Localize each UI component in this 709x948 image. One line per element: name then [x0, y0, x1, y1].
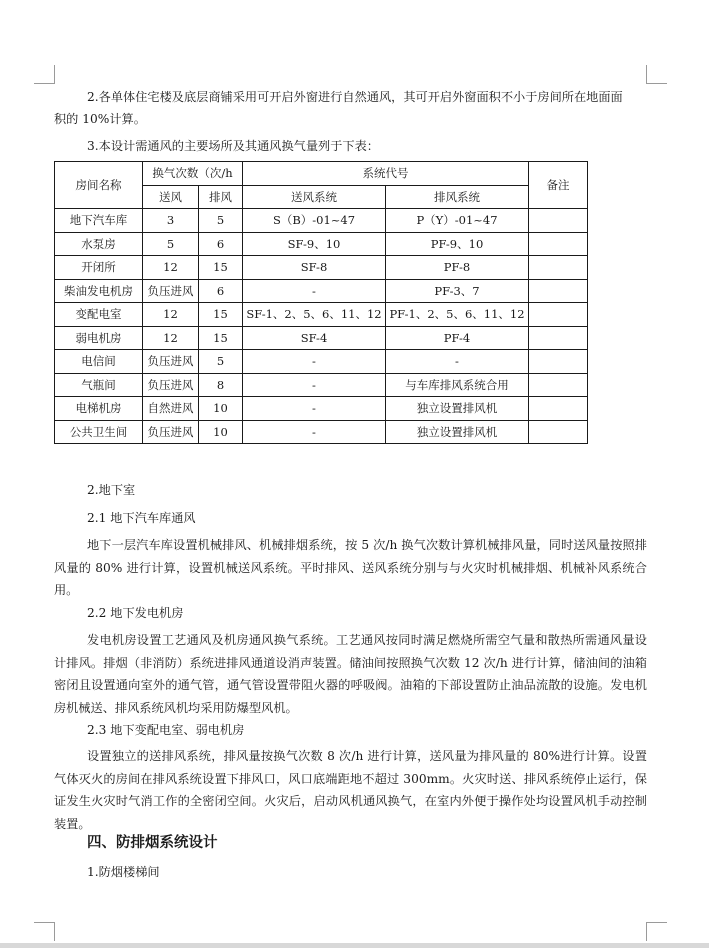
supply-system-cell: S（B）-01~47 [243, 209, 386, 233]
section-basement-title: 2.地下室 [87, 483, 136, 497]
table-body [55, 209, 588, 444]
exhaust-system-cell: 独立设置排风机 [386, 420, 529, 444]
supply-cell: 自然进风 [143, 397, 199, 421]
header-air-changes: 换气次数（次/h [143, 162, 243, 186]
table-header-row [55, 162, 588, 186]
exhaust-cell: 15 [199, 326, 243, 350]
page-bottom-edge [0, 943, 709, 948]
header-supply: 送风 [143, 185, 199, 209]
room-name-cell: 电信间 [55, 350, 143, 374]
exhaust-system-cell: PF-3、7 [386, 279, 529, 303]
header-system-code: 系统代号 [243, 162, 529, 186]
supply-cell: 12 [143, 326, 199, 350]
exhaust-cell: 5 [199, 350, 243, 374]
exhaust-system-cell: PF-4 [386, 326, 529, 350]
room-name-cell: 电梯机房 [55, 397, 143, 421]
remark-cell [529, 373, 588, 397]
page-corner-mark-bottom-left [34, 922, 55, 941]
supply-system-cell: - [243, 420, 386, 444]
supply-cell: 12 [143, 303, 199, 327]
exhaust-cell: 6 [199, 232, 243, 256]
exhaust-cell: 10 [199, 397, 243, 421]
table-row [55, 303, 588, 327]
section-generator-title: 2.2 地下发电机房 [87, 606, 184, 620]
section-smoke-staircase-title: 1.防烟楼梯间 [87, 865, 160, 879]
supply-cell: 负压进风 [143, 420, 199, 444]
supply-cell: 负压进风 [143, 373, 199, 397]
header-exhaust-system: 排风系统 [386, 185, 529, 209]
remark-cell [529, 232, 588, 256]
supply-cell: 5 [143, 232, 199, 256]
supply-cell: 负压进风 [143, 350, 199, 374]
ventilation-table [54, 161, 588, 444]
remark-cell [529, 209, 588, 233]
section-substation-body: 设置独立的送排风系统，排风量按换气次数 8 次/h 进行计算，送风量为排风量的 80%进行计算。设置气体灭火的房间在排风系统设置下排风口，风口底端距地不超过 300mm。火灾时送、排风系统停止运行，保证发生火灾时气消工作的全密闭空间。火灾后，启动风机通风换气，在室内外便于操作处均设置风机手动控制装置。 [54, 749, 647, 831]
exhaust-cell: 6 [199, 279, 243, 303]
table-row [55, 326, 588, 350]
table-row [55, 232, 588, 256]
exhaust-cell: 10 [199, 420, 243, 444]
paragraph-natural-ventilation-line2: 积的 10%计算。 [54, 112, 146, 126]
exhaust-system-cell: PF-8 [386, 256, 529, 280]
exhaust-system-cell: PF-1、2、5、6、11、12 [386, 303, 529, 327]
header-supply-system: 送风系统 [243, 185, 386, 209]
room-name-cell: 柴油发电机房 [55, 279, 143, 303]
supply-system-cell: SF-4 [243, 326, 386, 350]
section-substation-title: 2.3 地下变配电室、弱电机房 [87, 723, 245, 737]
remark-cell [529, 326, 588, 350]
remark-cell [529, 350, 588, 374]
supply-system-cell: - [243, 279, 386, 303]
exhaust-system-cell: PF-9、10 [386, 232, 529, 256]
header-room-name: 房间名称 [55, 162, 143, 209]
remark-cell [529, 279, 588, 303]
room-name-cell: 弱电机房 [55, 326, 143, 350]
remark-cell [529, 397, 588, 421]
header-remark: 备注 [529, 162, 588, 209]
room-name-cell: 地下汽车库 [55, 209, 143, 233]
exhaust-system-cell: P（Y）-01~47 [386, 209, 529, 233]
remark-cell [529, 420, 588, 444]
table-row [55, 279, 588, 303]
supply-system-cell: SF-9、10 [243, 232, 386, 256]
exhaust-system-cell: 独立设置排风机 [386, 397, 529, 421]
room-name-cell: 气瓶间 [55, 373, 143, 397]
remark-cell [529, 303, 588, 327]
table-row [55, 209, 588, 233]
supply-cell: 12 [143, 256, 199, 280]
exhaust-cell: 15 [199, 303, 243, 327]
remark-cell [529, 256, 588, 280]
supply-system-cell: - [243, 373, 386, 397]
room-name-cell: 变配电室 [55, 303, 143, 327]
supply-system-cell: - [243, 397, 386, 421]
exhaust-cell: 8 [199, 373, 243, 397]
supply-cell: 3 [143, 209, 199, 233]
section-garage-title: 2.1 地下汽车库通风 [87, 511, 196, 525]
exhaust-system-cell: 与车库排风系统合用 [386, 373, 529, 397]
header-exhaust: 排风 [199, 185, 243, 209]
table-row [55, 373, 588, 397]
section-generator-body: 发电机房设置工艺通风及机房通风换气系统。工艺通风按同时满足燃烧所需空气量和散热所需通风量设计排风。排烟（非消防）系统进排风通道设消声装置。储油间按照换气次数 12 次/h 进行计算，储油间的油箱密闭且设置通向室外的通气管，通气管设置带阻火器的呼吸阀。油箱的下部设置防止油品流散的设施。发电机房机械送、排风系统风机均采用防爆型风机。 [54, 633, 647, 715]
section-smoke-control-heading: 四、防排烟系统设计 [87, 834, 218, 851]
room-name-cell: 公共卫生间 [55, 420, 143, 444]
paragraph-natural-ventilation-line1: 2.各单体住宅楼及底层商铺采用可开启外窗进行自然通风，其可开启外窗面积不小于房间所在地面面 [87, 90, 623, 104]
table-row [55, 420, 588, 444]
table-row [55, 397, 588, 421]
exhaust-cell: 15 [199, 256, 243, 280]
room-name-cell: 开闭所 [55, 256, 143, 280]
page-corner-mark-top-left [34, 65, 55, 84]
page-corner-mark-bottom-right [646, 922, 667, 941]
room-name-cell: 水泵房 [55, 232, 143, 256]
table-row [55, 256, 588, 280]
table-row [55, 350, 588, 374]
supply-cell: 负压进风 [143, 279, 199, 303]
exhaust-system-cell: - [386, 350, 529, 374]
supply-system-cell: SF-8 [243, 256, 386, 280]
page-corner-mark-top-right [646, 65, 667, 84]
supply-system-cell: SF-1、2、5、6、11、12 [243, 303, 386, 327]
supply-system-cell: - [243, 350, 386, 374]
exhaust-cell: 5 [199, 209, 243, 233]
paragraph-table-intro: 3.本设计需通风的主要场所及其通风换气量列于下表： [87, 139, 379, 153]
section-garage-body: 地下一层汽车库设置机械排风、机械排烟系统，按 5 次/h 换气次数计算机械排风量，同时送风量按照排风量的 80% 进行计算，设置机械送风系统。平时排风、送风系统分别与与火灾时机械排烟、机械补风系统合用。 [54, 538, 647, 597]
